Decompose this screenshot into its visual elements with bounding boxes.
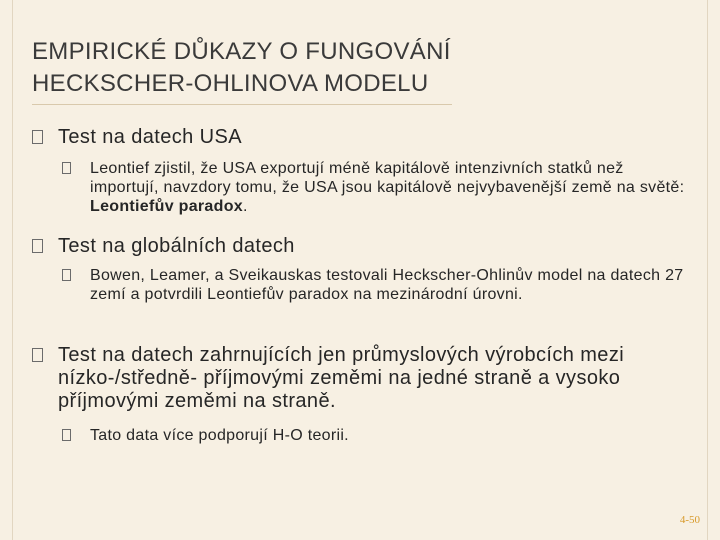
- title-line-2: HECKSCHER-OHLINOVA MODELU: [32, 70, 429, 97]
- bullet-2-text: Test na globálních datech: [58, 235, 295, 257]
- sub-bullet-3: [62, 426, 692, 445]
- slide-title: [32, 36, 692, 100]
- bullet-3-text: Test na datech zahrnujících jen průmyslových výrobcích mezi nízko-/středně- příjmovými zeměmi na jedné straně a vysoko příjmovými zeměmi na straně.: [58, 344, 625, 412]
- sub-bullet-marker-icon: [62, 269, 71, 281]
- bullet-marker-icon: [32, 130, 43, 144]
- sub-bullet-marker-icon: [62, 162, 71, 174]
- title-line-1: EMPIRICKÉ DŮKAZY O FUNGOVÁNÍ: [32, 38, 451, 65]
- bullet-marker-icon: [32, 348, 43, 362]
- bullet-1-text: Test na datech USA: [58, 126, 242, 148]
- sub-bullet-1-text-before: Leontief zjistil, že USA exportují méně kapitálově intenzivních statků než importují, navzdory tomu, že USA jsou kapitálově nejvybavenější země na světě:: [90, 160, 685, 196]
- sub-bullet-2: [62, 266, 692, 304]
- left-border-line: [12, 0, 13, 540]
- title-underline: [32, 104, 452, 105]
- right-border-line: [707, 0, 708, 540]
- sub-bullet-1-text-bold: Leontiefův paradox: [90, 198, 243, 215]
- sub-bullet-marker-icon: [62, 429, 71, 441]
- page-number: 4-50: [679, 514, 700, 526]
- bullet-3: [32, 344, 692, 413]
- sub-bullet-2-text: Bowen, Leamer, a Sveikauskas testovali Heckscher-Ohlinův model na datech 27 zemí a potvrdili Leontiefův paradox na mezinárodní úrovni.: [90, 267, 684, 303]
- bullet-2: [32, 235, 692, 258]
- sub-bullet-3-text: Tato data více podporují H-O teorii.: [90, 427, 349, 444]
- sub-bullet-1-text-after: .: [242, 198, 248, 215]
- bullet-1: [32, 126, 692, 149]
- sub-bullet-1: [62, 159, 692, 216]
- bullet-marker-icon: [32, 239, 43, 253]
- sub-bullet-1-text: [90, 159, 692, 216]
